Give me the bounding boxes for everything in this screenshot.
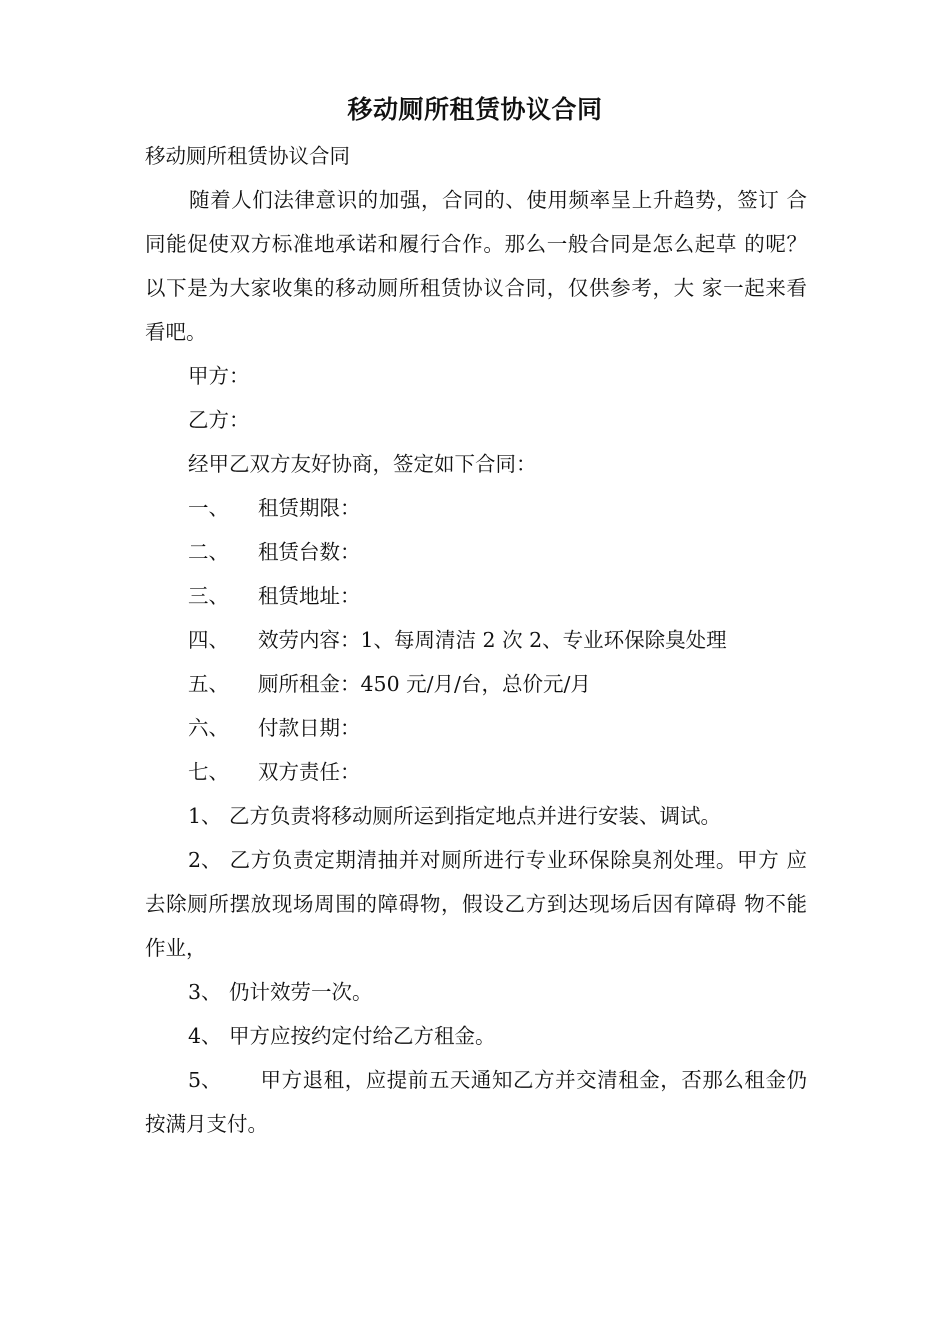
duty-item — [145, 838, 807, 970]
clause-number: 一、 — [188, 496, 229, 520]
clause-text: 租赁期限： — [258, 496, 361, 520]
clause-text: 租赁地址： — [258, 584, 361, 608]
duty-text: 乙方负责将移动厕所运到指定地点并进行安装、调试。 — [229, 804, 721, 828]
duty-number: 3、 — [188, 980, 222, 1004]
clause-item — [188, 492, 361, 524]
clause-text: 效劳内容：1、每周清洁 2 次 2、专业环保除臭处理 — [258, 628, 727, 652]
clause-text: 租赁台数： — [258, 540, 361, 564]
party-b-label: 乙方： — [188, 408, 250, 432]
clause-item — [188, 712, 361, 744]
duty-item — [188, 800, 721, 832]
clause-text: 厕所租金：450 元/月/台，总价元/月 — [258, 672, 591, 696]
duty-text: 仍计效劳一次。 — [229, 980, 373, 1004]
clause-number: 五、 — [188, 672, 229, 696]
duty-number: 4、 — [188, 1024, 222, 1048]
clause-item — [188, 536, 361, 568]
duty-number: 2、 — [188, 848, 222, 872]
clause-number: 六、 — [188, 716, 229, 740]
duty-number: 5、 — [188, 1068, 222, 1092]
duty-item — [188, 976, 373, 1008]
intro-paragraph: 随着人们法律意识的加强，合同的、使用频率呈上升趋势，签订 合同能促使双方标准地承诺和履行合作。那么一般合同是怎么起草 的呢？以下是为大家收集的移动厕所租赁协议合同，仅供参考，大 家一起来看看吧。 — [145, 188, 807, 344]
document-subtitle: 移动厕所租赁协议合同 — [145, 144, 350, 168]
clause-text: 双方责任： — [258, 760, 361, 784]
clause-number: 三、 — [188, 584, 229, 608]
duty-number: 1、 — [188, 804, 222, 828]
duty-text: 甲方应按约定付给乙方租金。 — [229, 1024, 496, 1048]
clause-item — [188, 580, 361, 612]
duty-text: 甲方退租，应提前五天通知乙方并交清租金，否那么租金仍 按满月支付。 — [145, 1068, 807, 1136]
clause-item — [188, 668, 591, 700]
clause-number: 七、 — [188, 760, 229, 784]
duty-item — [188, 1020, 496, 1052]
duty-item — [145, 1058, 807, 1146]
clause-item — [188, 624, 727, 656]
duty-text: 乙方负责定期清抽并对厕所进行专业环保除臭剂处理。甲方 应去除厕所摆放现场周围的障碍物，假设乙方到达现场后因有障碍 物不能作业， — [145, 848, 807, 960]
agreement-line: 经甲乙双方友好协商，签定如下合同： — [188, 452, 537, 476]
party-a-label: 甲方： — [188, 364, 250, 388]
clause-number: 四、 — [188, 628, 229, 652]
clause-item — [188, 756, 361, 788]
clause-text: 付款日期： — [258, 716, 361, 740]
clause-number: 二、 — [188, 540, 229, 564]
document-title: 移动厕所租赁协议合同 — [347, 95, 603, 124]
